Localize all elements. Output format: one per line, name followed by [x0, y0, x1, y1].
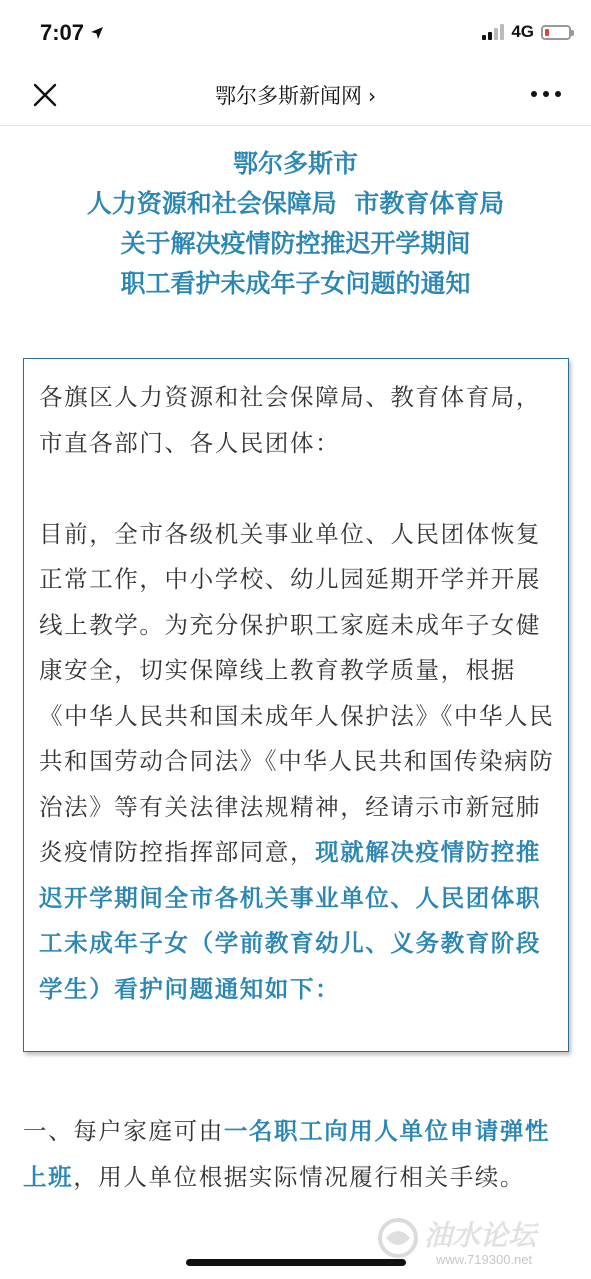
battery-icon — [541, 25, 571, 40]
salutation: 各旗区人力资源和社会保障局、教育体育局，市直各部门、各人民团体： — [39, 383, 541, 457]
more-icon[interactable] — [531, 84, 561, 104]
status-bar — [0, 0, 591, 64]
watermark-logo-icon — [376, 1216, 420, 1260]
nav-title: 鄂尔多斯新闻网 — [215, 84, 362, 108]
status-indicators — [482, 22, 571, 42]
article-title-line-4: 职工看护未成年子女问题的通知 — [120, 269, 471, 298]
nav-bar — [0, 64, 591, 126]
home-indicator[interactable] — [186, 1259, 406, 1266]
notice-box — [23, 358, 569, 1052]
notice-body-highlight: 现就解决疫情防控推迟开学期间全市各机关事业单位、人民团体职工未成年子女（学前教育幼儿、义务教育阶段学生）看护问题通知如下： — [39, 838, 542, 1003]
watermark — [376, 1212, 581, 1274]
section-1-highlight: 一名职工向用人单位申请弹性上班 — [23, 1117, 551, 1191]
status-time: 7:07 — [40, 20, 85, 45]
signal-icon — [482, 24, 504, 40]
chevron-right-icon: › — [368, 84, 376, 108]
notice-body — [39, 512, 556, 1013]
status-time-group — [40, 20, 104, 46]
watermark-url: www.719300.net — [436, 1252, 533, 1267]
article-title-line-2: 人力资源和社会保障局 市教育体育局 — [86, 189, 505, 218]
article-title-line-1: 鄂尔多斯市 — [232, 149, 358, 178]
notice-body-text: 目前，全市各级机关事业单位、人民团体恢复正常工作，中小学校、幼儿园延期开学并开展线上教学。为充分保护职工家庭未成年子女健康安全，切实保障线上教育教学质量，根据《中华人民共和国未成年人保护法》《中华人民共和国劳动合同法》《中华人民共和国传染病防治法》等有关法律法规精神，经请示市新冠肺炎疫情防控指挥部同意， — [39, 519, 555, 866]
section-1-suffix: ，用人单位根据实际情况履行相关手续。 — [73, 1162, 526, 1191]
article-title — [0, 144, 591, 304]
network-label: 4G — [511, 22, 534, 41]
article-title-line-3: 关于解决疫情防控推迟开学期间 — [120, 229, 471, 258]
watermark-text: 油水论坛 — [424, 1219, 537, 1252]
section-1-paragraph — [23, 1109, 569, 1200]
battery-level — [545, 29, 549, 36]
location-arrow-icon — [90, 26, 104, 40]
section-1-prefix: 一、每户家庭可由 — [23, 1117, 224, 1145]
nav-title-link[interactable] — [0, 80, 591, 110]
